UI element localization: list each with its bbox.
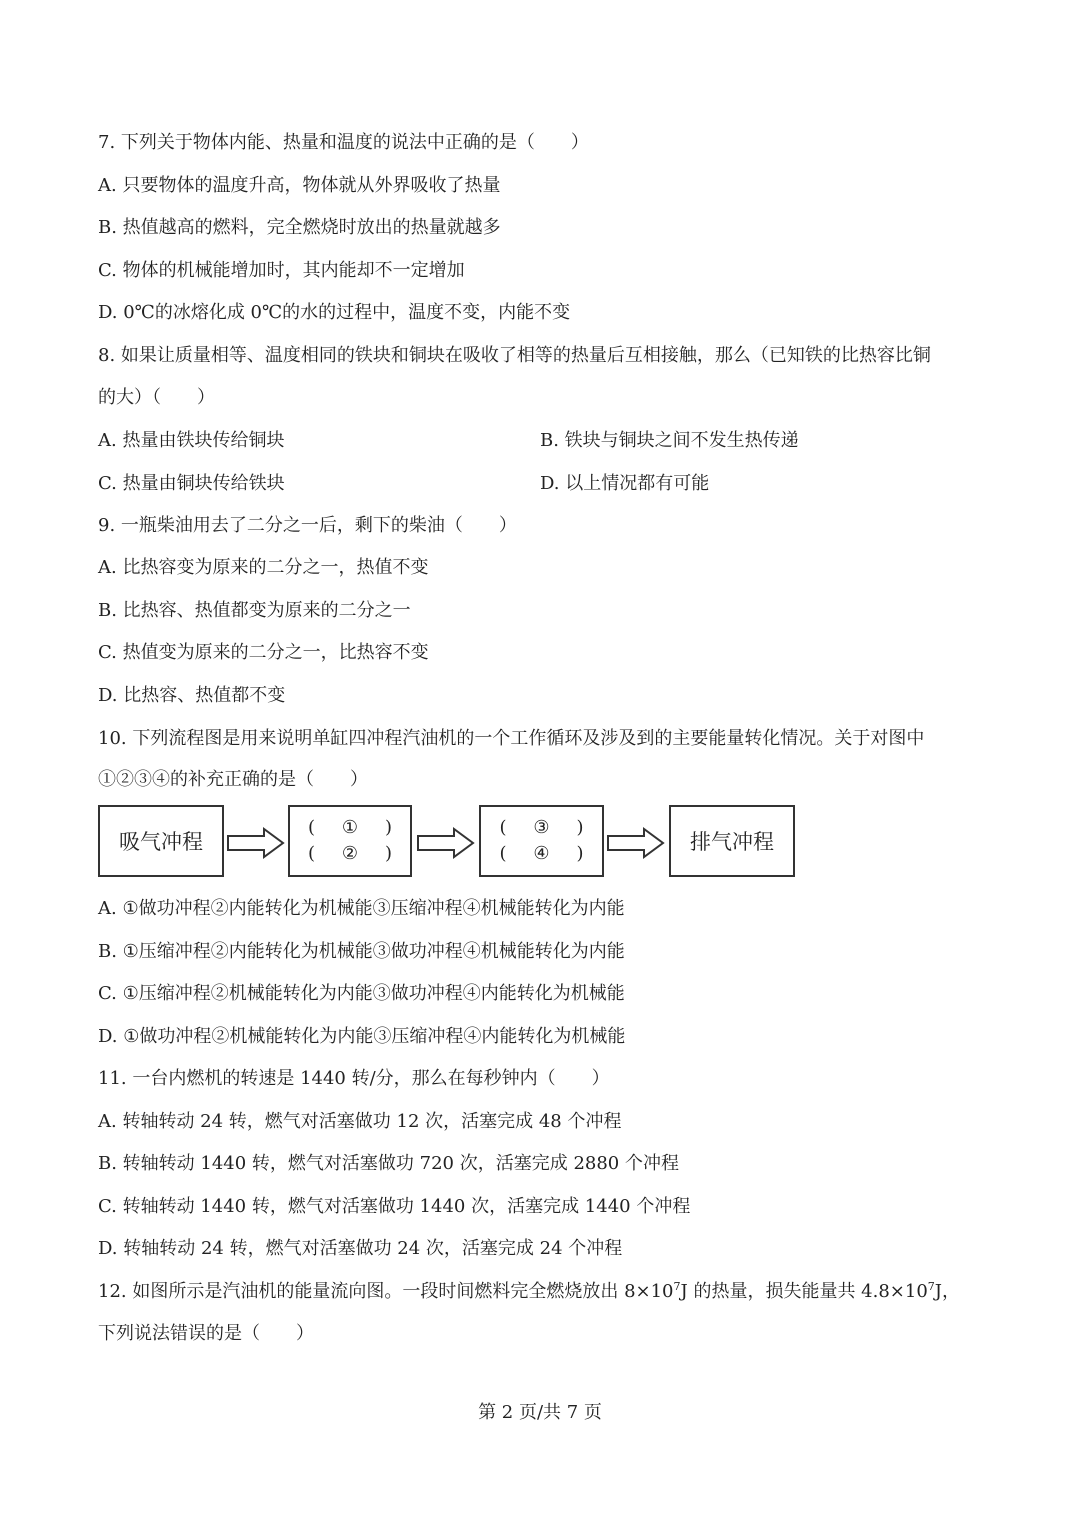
q8-option-c: C. 热量由铜块传给铁块 [98,473,285,494]
q10-option-a: A. ①做功冲程②内能转化为机械能③压缩冲程④机械能转化为内能 [98,898,625,919]
q7-option-d: D. 0℃的冰熔化成 0℃的水的过程中，温度不变，内能不变 [98,302,571,323]
q12-stem-part1: 12. 如图所示是汽油机的能量流向图。一段时间燃料完全燃烧放出 8×10 [98,1281,674,1302]
paren-close: ) [384,843,392,864]
q12-stem-part3: J， [934,1281,961,1302]
q12-exponent-2: 7 [927,1280,935,1293]
exhaust-stroke-box: 排气冲程 [669,805,795,877]
q11-option-a: A. 转轴转动 24 转，燃气对活塞做功 12 次，活塞完成 48 个冲程 [98,1111,622,1132]
q8-stem-line2: 的大）（ ） [98,387,215,408]
q12-stem-part2: J 的热量，损失能量共 4.8×10 [680,1281,928,1302]
q12-stem-line1 [98,1280,960,1304]
paren-open: ( [308,817,316,838]
q10-option-d: D. ①做功冲程②机械能转化为内能③压缩冲程④内能转化为机械能 [98,1026,626,1047]
blank-3-row [500,817,584,839]
q9-option-c: C. 热值变为原来的二分之一，比热容不变 [98,642,429,663]
q10-option-c: C. ①压缩冲程②机械能转化为内能③做功冲程④内能转化为机械能 [98,983,625,1004]
q12-stem-line2: 下列说法错误的是（ ） [98,1323,314,1344]
blank-2-row [308,843,392,865]
paren-close: ) [384,817,392,838]
q9-option-d: D. 比热容、热值都不变 [98,685,286,706]
page-number-footer: 第 2 页/共 7 页 [478,1402,602,1423]
q10-stem-line2: ①②③④的补充正确的是（ ） [98,769,368,790]
q10-stem-line1: 10. 下列流程图是用来说明单缸四冲程汽油机的一个工作循环及涉及到的主要能量转化情况。关于对图中 [98,728,925,749]
q8-stem-line1: 8. 如果让质量相等、温度相同的铁块和铜块在吸收了相等的热量后互相接触，那么（已知铁的比热容比铜 [98,345,931,366]
paren-open: ( [499,843,507,864]
flow-arrow-1 [226,827,286,859]
q7-stem: 7. 下列关于物体内能、热量和温度的说法中正确的是（ ） [98,132,589,153]
q7-option-c: C. 物体的机械能增加时，其内能却不一定增加 [98,260,465,281]
blank-1: ① [341,817,359,838]
blank-4-row [500,843,584,865]
flow-arrow-2 [416,827,476,859]
q8-option-a: A. 热量由铁块传给铜块 [98,430,285,451]
q7-option-a: A. 只要物体的温度升高，物体就从外界吸收了热量 [98,175,501,196]
q9-option-a: A. 比热容变为原来的二分之一，热值不变 [98,557,429,578]
blank-1-row [308,817,392,839]
paren-open: ( [499,817,507,838]
q10-option-b: B. ①压缩冲程②内能转化为机械能③做功冲程④机械能转化为内能 [98,941,625,962]
q12-exponent-1: 7 [673,1280,681,1293]
flow-arrow-3 [606,827,666,859]
stroke-flow-diagram [98,805,798,881]
q11-option-d: D. 转轴转动 24 转，燃气对活塞做功 24 次，活塞完成 24 个冲程 [98,1238,623,1259]
q8-option-d: D. 以上情况都有可能 [540,473,710,494]
q11-option-b: B. 转轴转动 1440 转，燃气对活塞做功 720 次，活塞完成 2880 个冲程 [98,1153,679,1174]
paren-close: ) [576,817,584,838]
paren-close: ) [576,843,584,864]
blank-box-3-4 [479,805,604,877]
q11-stem: 11. 一台内燃机的转速是 1440 转/分，那么在每秒钟内（ ） [98,1068,610,1089]
q9-option-b: B. 比热容、热值都变为原来的二分之一 [98,600,411,621]
paren-open: ( [308,843,316,864]
q7-option-b: B. 热值越高的燃料，完全燃烧时放出的热量就越多 [98,217,501,238]
q11-option-c: C. 转轴转动 1440 转，燃气对活塞做功 1440 次，活塞完成 1440 个冲程 [98,1196,691,1217]
blank-2: ② [341,843,359,864]
blank-3: ③ [533,817,550,838]
q9-stem: 9. 一瓶柴油用去了二分之一后，剩下的柴油（ ） [98,515,517,536]
blank-box-1-2 [288,805,412,877]
q8-option-b: B. 铁块与铜块之间不发生热传递 [540,430,799,451]
blank-4: ④ [533,843,550,864]
intake-stroke-box: 吸气冲程 [98,805,224,877]
